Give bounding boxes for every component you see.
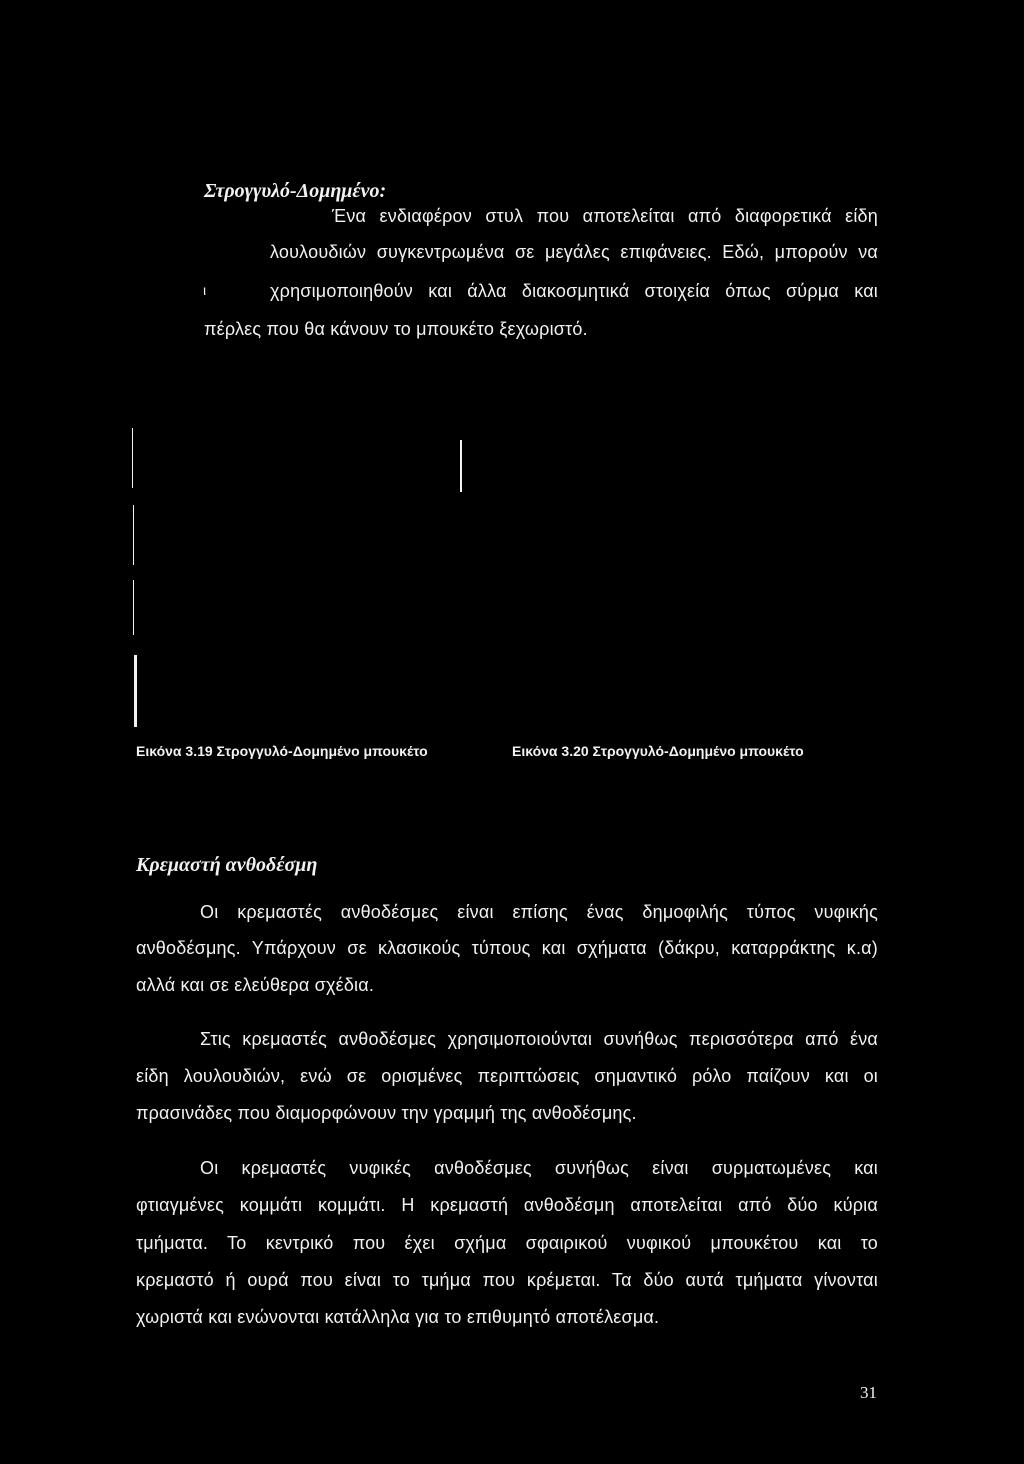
paragraph-line: ανθοδέσμης. Υπάρχουν σε κλασικούς τύπους και σχήματα (δάκρυ, καταρράκτης κ.α) <box>136 938 878 958</box>
paragraph-line: λουλουδιών συγκεντρωμένα σε μεγάλες επιφάνειες. Εδώ, μπορούν να <box>270 242 878 262</box>
paragraph-line: αλλά και σε ελεύθερα σχέδια. <box>136 975 375 995</box>
paragraph-line: Ένα ενδιαφέρον στυλ που αποτελείται από διαφορετικά είδη <box>332 206 878 226</box>
figure-caption-3-19: Εικόνα 3.19 Στρογγυλό-Δομημένο μπουκέτο <box>136 743 428 759</box>
figure-edge-line <box>460 440 462 492</box>
figure-edge-line <box>134 655 137 727</box>
figure-edge-line <box>133 580 134 635</box>
paragraph-line: τμήματα. Το κεντρικό που έχει σχήμα σφαιρικού νυφικού μπουκέτου και το <box>136 1233 878 1253</box>
paragraph-line: φτιαγμένες κομμάτι κομμάτι. Η κρεμαστή ανθοδέσμη αποτελείται από δύο κύρια <box>136 1195 878 1215</box>
paragraph-line: χωριστά και ενώνονται κατάλληλα για το επιθυμητό αποτέλεσμα. <box>136 1307 660 1327</box>
paragraph-line: Στις κρεμαστές ανθοδέσμες χρησιμοποιούνται συνήθως περισσότερα από ένα <box>200 1029 878 1049</box>
figure-edge-line <box>133 505 134 565</box>
paragraph-line: Οι κρεμαστές ανθοδέσμες είναι επίσης ένας δημοφιλής τύπος νυφικής <box>200 902 878 922</box>
paragraph-line: κρεμαστό ή ουρά που είναι το τμήμα που κρέμεται. Τα δύο αυτά τμήματα γίνονται <box>136 1270 878 1290</box>
paragraph-line: πέρλες που θα κάνουν το μπουκέτο ξεχωριστό. <box>204 319 588 339</box>
paragraph-line: είδη λουλουδιών, ενώ σε ορισμένες περιπτώσεις σημαντικό ρόλο παίζουν και οι <box>136 1066 878 1086</box>
figure-edge-line <box>132 428 133 488</box>
paragraph-line: Οι κρεμαστές νυφικές ανθοδέσμες συνήθως είναι συρματωμένες και <box>200 1158 878 1178</box>
paragraph-line: πρασινάδες που διαμορφώνουν την γραμμή της ανθοδέσμης. <box>136 1103 637 1123</box>
paragraph-line: χρησιμοποιηθούν και άλλα διακοσμητικά στοιχεία όπως σύρμα και <box>270 281 878 301</box>
section-heading-round-structured: Στρογγυλό-Δομημένο: <box>204 180 387 202</box>
margin-mark: ι <box>203 282 207 298</box>
figure-caption-3-20: Εικόνα 3.20 Στρογγυλό-Δομημένο μπουκέτο <box>512 743 804 759</box>
section-heading-hanging-bouquet: Κρεμαστή ανθοδέσμη <box>136 854 318 876</box>
page-number: 31 <box>860 1383 877 1402</box>
